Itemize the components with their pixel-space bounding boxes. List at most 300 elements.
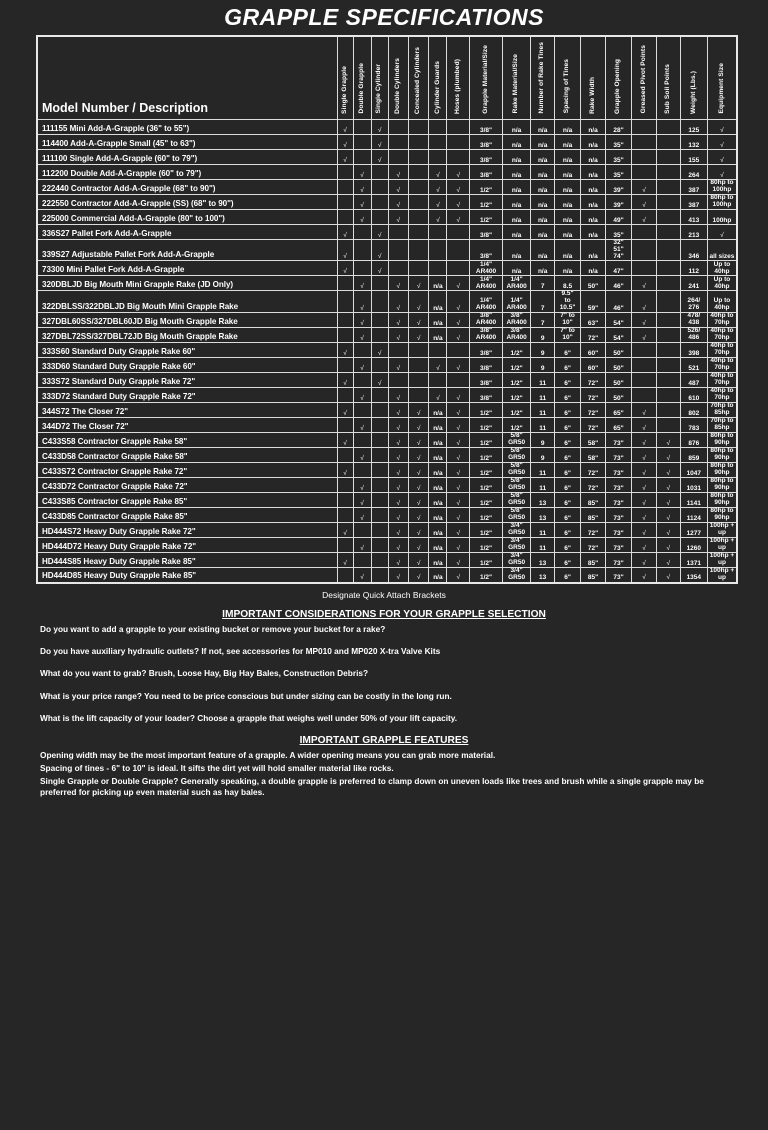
spec-value: 11 [531,537,555,552]
spec-checkmark: √ [408,447,428,462]
model-description: C433S58 Contractor Grapple Rake 58" [37,432,337,447]
spec-checkmark: √ [408,432,428,447]
spec-value: 6" [555,537,581,552]
spec-value [408,210,428,225]
spec-value [371,327,388,342]
table-row [37,210,737,225]
column-header-grapple-material-size [470,36,503,120]
table-row [37,276,737,291]
spec-value [408,150,428,165]
spec-checkmark: √ [408,522,428,537]
spec-value: 73" [605,537,631,552]
column-header-double-grapple [353,36,371,120]
spec-value: n/a [581,135,606,150]
spec-value [632,225,657,240]
spec-value: 13 [531,507,555,522]
spec-checkmark: √ [353,165,371,180]
spec-value: 47" [605,261,631,276]
spec-value-line: 80hp to [710,447,734,455]
spec-value [388,225,408,240]
spec-value [656,195,680,210]
spec-checkmark: √ [632,567,657,582]
spec-value-line: 3/8" [479,327,493,335]
spec-value-line: GR50 [508,529,526,537]
spec-value: 1/2" [502,387,530,402]
spec-value [447,261,470,276]
spec-value [353,462,371,477]
spec-checkmark: √ [371,240,388,261]
spec-value-line: 3/8" [510,312,523,320]
spec-value-line: 5/8" [510,492,523,500]
spec-value-line: 100hp [712,201,732,209]
column-header-label: Single Cylinder [375,64,383,114]
spec-value: 1047 [680,462,707,477]
spec-value [353,261,371,276]
spec-value [371,312,388,327]
table-row [37,150,737,165]
table-body [37,120,737,583]
spec-value: 6" [555,447,581,462]
spec-value-line: GR50 [508,514,526,522]
spec-value: n/a [429,327,447,342]
spec-value-line: 80hp to [710,432,734,440]
spec-value: n/a [429,567,447,582]
spec-value-line: up [717,559,726,567]
table-row [37,537,737,552]
spec-value [707,372,737,387]
spec-checkmark: √ [447,180,470,195]
spec-value [447,342,470,357]
spec-value: 802 [680,402,707,417]
column-header-label: Spacing of Tines [563,59,571,114]
spec-value [707,507,737,522]
spec-value-line: AR400 [506,282,527,290]
spec-value: 112 [680,261,707,276]
spec-value-line: GR50 [508,484,526,492]
spec-value: 6" [555,522,581,537]
spec-checkmark: √ [353,387,371,402]
spec-value: 72" [581,417,606,432]
spec-checkmark: √ [337,372,353,387]
spec-value [502,291,530,312]
spec-value: 65" [605,402,631,417]
column-header-cylinder-guards [429,36,447,120]
spec-value [707,417,737,432]
spec-checkmark: √ [388,537,408,552]
spec-value [408,165,428,180]
table-row [37,225,737,240]
spec-value: 65" [605,417,631,432]
spec-value [337,165,353,180]
spec-value-line: 80hp to [710,492,734,500]
spec-value: n/a [555,120,581,135]
spec-checkmark: √ [408,492,428,507]
spec-value: n/a [531,195,555,210]
spec-value [632,135,657,150]
spec-value: 73" [605,447,631,462]
spec-checkmark: √ [656,507,680,522]
spec-value [656,327,680,342]
spec-value-line: 90hp [714,439,730,447]
spec-value: 85" [581,507,606,522]
spec-value [337,327,353,342]
model-description: HD444D85 Heavy Duty Grapple Rake 85" [37,567,337,582]
spec-value [371,477,388,492]
model-description: 111155 Mini Add-A-Grapple (36" to 55") [37,120,337,135]
column-header-single-cylinder [371,36,388,120]
spec-value: 73" [605,522,631,537]
spec-value: n/a [531,225,555,240]
spec-value [502,447,530,462]
spec-value: 54" [605,312,631,327]
table-row [37,357,737,372]
spec-value-line: AR400 [475,267,497,275]
spec-checkmark: √ [337,462,353,477]
spec-checkmark: √ [388,357,408,372]
spec-value [470,276,503,291]
spec-value [502,276,530,291]
spec-value: 859 [680,447,707,462]
spec-value: 60" [581,342,606,357]
spec-value [337,567,353,582]
spec-value: n/a [502,150,530,165]
spec-value [408,387,428,402]
spec-checkmark: √ [656,552,680,567]
spec-checkmark: √ [632,552,657,567]
spec-value-line: AR400 [475,304,497,312]
spec-value: 1/2" [470,447,503,462]
spec-value: 6" [555,402,581,417]
spec-checkmark: √ [337,240,353,261]
spec-value-line: 1/4" [479,297,493,305]
spec-value [502,567,530,582]
spec-checkmark: √ [632,291,657,312]
spec-value-line: AR400 [475,334,497,342]
spec-checkmark: √ [388,387,408,402]
spec-value [656,150,680,165]
spec-value: 241 [680,276,707,291]
spec-value [656,417,680,432]
spec-value: n/a [429,291,447,312]
spec-value: 58" [581,432,606,447]
spec-value: 6" [555,342,581,357]
spec-value: n/a [581,180,606,195]
table-row [37,387,737,402]
spec-value: 610 [680,387,707,402]
spec-checkmark: √ [353,291,371,312]
spec-value-line: 478/ [687,312,701,320]
spec-value [408,261,428,276]
spec-checkmark: √ [353,180,371,195]
feature-item: Single Grapple or Double Grapple? Generally speaking, a double grapple is preferred to clamp down on uneven loads like trees and brush while a single grapple may be preferred for picking up even material such as hay bales. [40,775,704,797]
spec-value: 398 [680,342,707,357]
spec-checkmark: √ [707,165,737,180]
spec-checkmark: √ [388,210,408,225]
column-header-rake-width [581,36,606,120]
spec-value: 35" [605,225,631,240]
spec-value-line: 80hp to [710,194,734,202]
table-row [37,447,737,462]
features-heading: IMPORTANT GRAPPLE FEATURES [299,735,469,747]
spec-checkmark: √ [371,342,388,357]
spec-value-line: GR50 [508,544,526,552]
spec-value-line: 80hp to [710,179,734,187]
model-description: 112200 Double Add-A-Grapple (60" to 79") [37,165,337,180]
spec-checkmark: √ [337,135,353,150]
spec-value [707,342,737,357]
spec-value: 9 [531,432,555,447]
spec-value-line: 40hp to [710,357,734,365]
spec-value: 73" [605,477,631,492]
spec-value-line: up [717,529,726,537]
spec-value-line: 70hp [714,394,730,402]
spec-value: n/a [531,120,555,135]
table-row [37,327,737,342]
spec-value: 3/8" [470,120,503,135]
spec-checkmark: √ [707,225,737,240]
spec-value-line: 51" [613,245,624,253]
spec-value-line: 1/4" [510,297,523,305]
spec-value-line: GR50 [508,454,526,462]
spec-value [371,447,388,462]
spec-value [707,276,737,291]
model-description: 333D60 Standard Duty Grapple Rake 60" [37,357,337,372]
spec-checkmark: √ [656,477,680,492]
spec-value-line: 40hp to [710,327,734,335]
spec-value [555,327,581,342]
spec-value: 72" [581,537,606,552]
spec-value-line: AR400 [506,304,527,312]
spec-checkmark: √ [632,492,657,507]
spec-value-line: 1/4" [479,275,493,283]
spec-value: n/a [531,210,555,225]
spec-checkmark: √ [632,402,657,417]
spec-checkmark: √ [656,492,680,507]
spec-checkmark: √ [353,567,371,582]
spec-value-line: AR400 [475,282,497,290]
spec-value: 58" [581,447,606,462]
spec-value [337,312,353,327]
spec-value-line: 40hp [714,267,730,275]
spec-value: n/a [502,195,530,210]
spec-table-container [0,35,768,584]
spec-checkmark: √ [408,552,428,567]
spec-value: 783 [680,417,707,432]
spec-value: n/a [502,240,530,261]
consideration-item: Do you have auxiliary hydraulic outlets? If not, see accessories for MP010 and MP020 X-tra Valve Kits [40,645,441,656]
column-header-label: Cylinder Guards [433,60,441,114]
spec-checkmark: √ [447,327,470,342]
spec-checkmark: √ [353,195,371,210]
spec-value [707,357,737,372]
spec-checkmark: √ [447,552,470,567]
spec-value [371,462,388,477]
spec-value [447,372,470,387]
spec-checkmark: √ [371,135,388,150]
spec-value: 3/8" [470,225,503,240]
spec-value: n/a [555,180,581,195]
spec-value-line: 3/4" [510,566,523,574]
spec-value-line: 5/8" [510,447,523,455]
table-row [37,120,737,135]
spec-value: 35" [605,135,631,150]
model-description: 333S72 Standard Duty Grapple Rake 72" [37,372,337,387]
model-description: 73300 Mini Pallet Fork Add-A-Grapple [37,261,337,276]
spec-value: 72" [581,462,606,477]
spec-value-line: 3/8" [479,312,493,320]
column-header-weight-lbs [680,36,707,120]
spec-value: 1/2" [502,372,530,387]
spec-value [408,240,428,261]
model-description: 114400 Add-A-Grapple Small (45" to 63") [37,135,337,150]
spec-value: 73" [605,507,631,522]
spec-checkmark: √ [371,261,388,276]
model-description: 320DBLJD Big Mouth Mini Grapple Rake (JD Only) [37,276,337,291]
spec-value: n/a [531,180,555,195]
spec-value: 72" [581,327,606,342]
spec-value: n/a [502,135,530,150]
spec-value [353,372,371,387]
spec-value-line: 10" [562,319,573,327]
column-header-grapple-opening [605,36,631,120]
spec-value: 46" [605,291,631,312]
model-description: HD444S72 Heavy Duty Grapple Rake 72" [37,522,337,537]
spec-value: 6" [555,432,581,447]
spec-checkmark: √ [371,150,388,165]
spec-value: 1/2" [470,180,503,195]
spec-value [337,357,353,372]
spec-checkmark: √ [353,312,371,327]
spec-value: 85" [581,492,606,507]
column-header-hoses-plumbed [447,36,470,120]
spec-checkmark: √ [429,210,447,225]
spec-value [502,327,530,342]
spec-value [353,150,371,165]
model-description: C433D85 Contractor Grapple Rake 85" [37,507,337,522]
spec-value-line: 80hp to [710,477,734,485]
column-header-label: Rake Width [588,76,596,114]
spec-value: 85" [581,567,606,582]
column-header-double-cylinders [388,36,408,120]
spec-checkmark: √ [447,462,470,477]
spec-value: n/a [581,195,606,210]
spec-checkmark: √ [337,120,353,135]
spec-value-line: AR400 [506,319,527,327]
spec-value-line: 90hp [714,454,730,462]
spec-checkmark: √ [447,291,470,312]
spec-value: 9 [531,342,555,357]
spec-value [429,120,447,135]
spec-value [502,477,530,492]
consideration-item: What do you want to grab? Brush, Loose Hay, Big Hay Bales, Construction Debris? [40,668,369,679]
spec-value-line: 1/4" [479,260,493,268]
spec-value-line: 70hp [714,319,730,327]
spec-checkmark: √ [353,417,371,432]
table-row [37,507,737,522]
spec-checkmark: √ [429,357,447,372]
spec-value [707,492,737,507]
spec-value [337,477,353,492]
spec-value [371,552,388,567]
spec-value: n/a [581,240,606,261]
model-description: 222550 Contractor Add-A-Grapple (SS) (68" to 90") [37,195,337,210]
table-row [37,261,737,276]
spec-value [656,291,680,312]
spec-value [470,312,503,327]
spec-value: n/a [555,195,581,210]
spec-value [371,165,388,180]
column-header-label: Double Cylinders [393,57,401,114]
model-description: 225000 Commercial Add-A-Grapple (80" to 100") [37,210,337,225]
spec-value: 6" [555,372,581,387]
spec-value [408,135,428,150]
spec-checkmark: √ [337,150,353,165]
table-row [37,372,737,387]
spec-value: 3/8" [470,387,503,402]
spec-value [371,417,388,432]
spec-value: 1141 [680,492,707,507]
spec-checkmark: √ [337,261,353,276]
spec-value [502,552,530,567]
column-header-label: Equipment Size [717,63,725,114]
spec-checkmark: √ [429,180,447,195]
spec-checkmark: √ [447,567,470,582]
spec-value: n/a [502,225,530,240]
spec-checkmark: √ [447,165,470,180]
spec-value [605,240,631,261]
column-header-number-of-rake-tines [531,36,555,120]
spec-value: n/a [429,507,447,522]
spec-value: 11 [531,462,555,477]
column-header-label: Grapple Material/Size [481,44,489,114]
spec-value: 11 [531,372,555,387]
consideration-item: What is your price range? You need to be price conscious but under sizing can be costly in the long run. [40,690,452,701]
spec-checkmark: √ [632,180,657,195]
spec-value-line: 5/8" [510,507,523,515]
table-row [37,417,737,432]
spec-value: 3/8" [470,135,503,150]
spec-value-line: GR50 [508,573,526,581]
spec-value [388,372,408,387]
spec-value-line: GR50 [508,439,526,447]
spec-checkmark: √ [408,417,428,432]
spec-value: 8.5 [555,276,581,291]
column-header-label: Number of Rake Tines [538,42,546,114]
spec-value [429,342,447,357]
feature-item: Opening width may be the most important feature of a grapple. A wider opening means you can grab more material. [40,750,496,761]
spec-value: 11 [531,522,555,537]
spec-value: n/a [581,120,606,135]
spec-value: 1124 [680,507,707,522]
spec-value-line: GR50 [508,469,526,477]
spec-checkmark: √ [388,195,408,210]
spec-value: 9 [531,327,555,342]
spec-value [656,180,680,195]
spec-value: n/a [429,537,447,552]
column-header-equipment-size [707,36,737,120]
spec-value [388,342,408,357]
features-list [0,750,768,797]
spec-value: 72" [581,402,606,417]
spec-checkmark: √ [447,195,470,210]
spec-value [371,210,388,225]
spec-value [429,240,447,261]
spec-value: n/a [531,135,555,150]
table-row [37,180,737,195]
spec-checkmark: √ [656,447,680,462]
spec-value-line: 40hp to [710,342,734,350]
table-header [37,36,737,120]
